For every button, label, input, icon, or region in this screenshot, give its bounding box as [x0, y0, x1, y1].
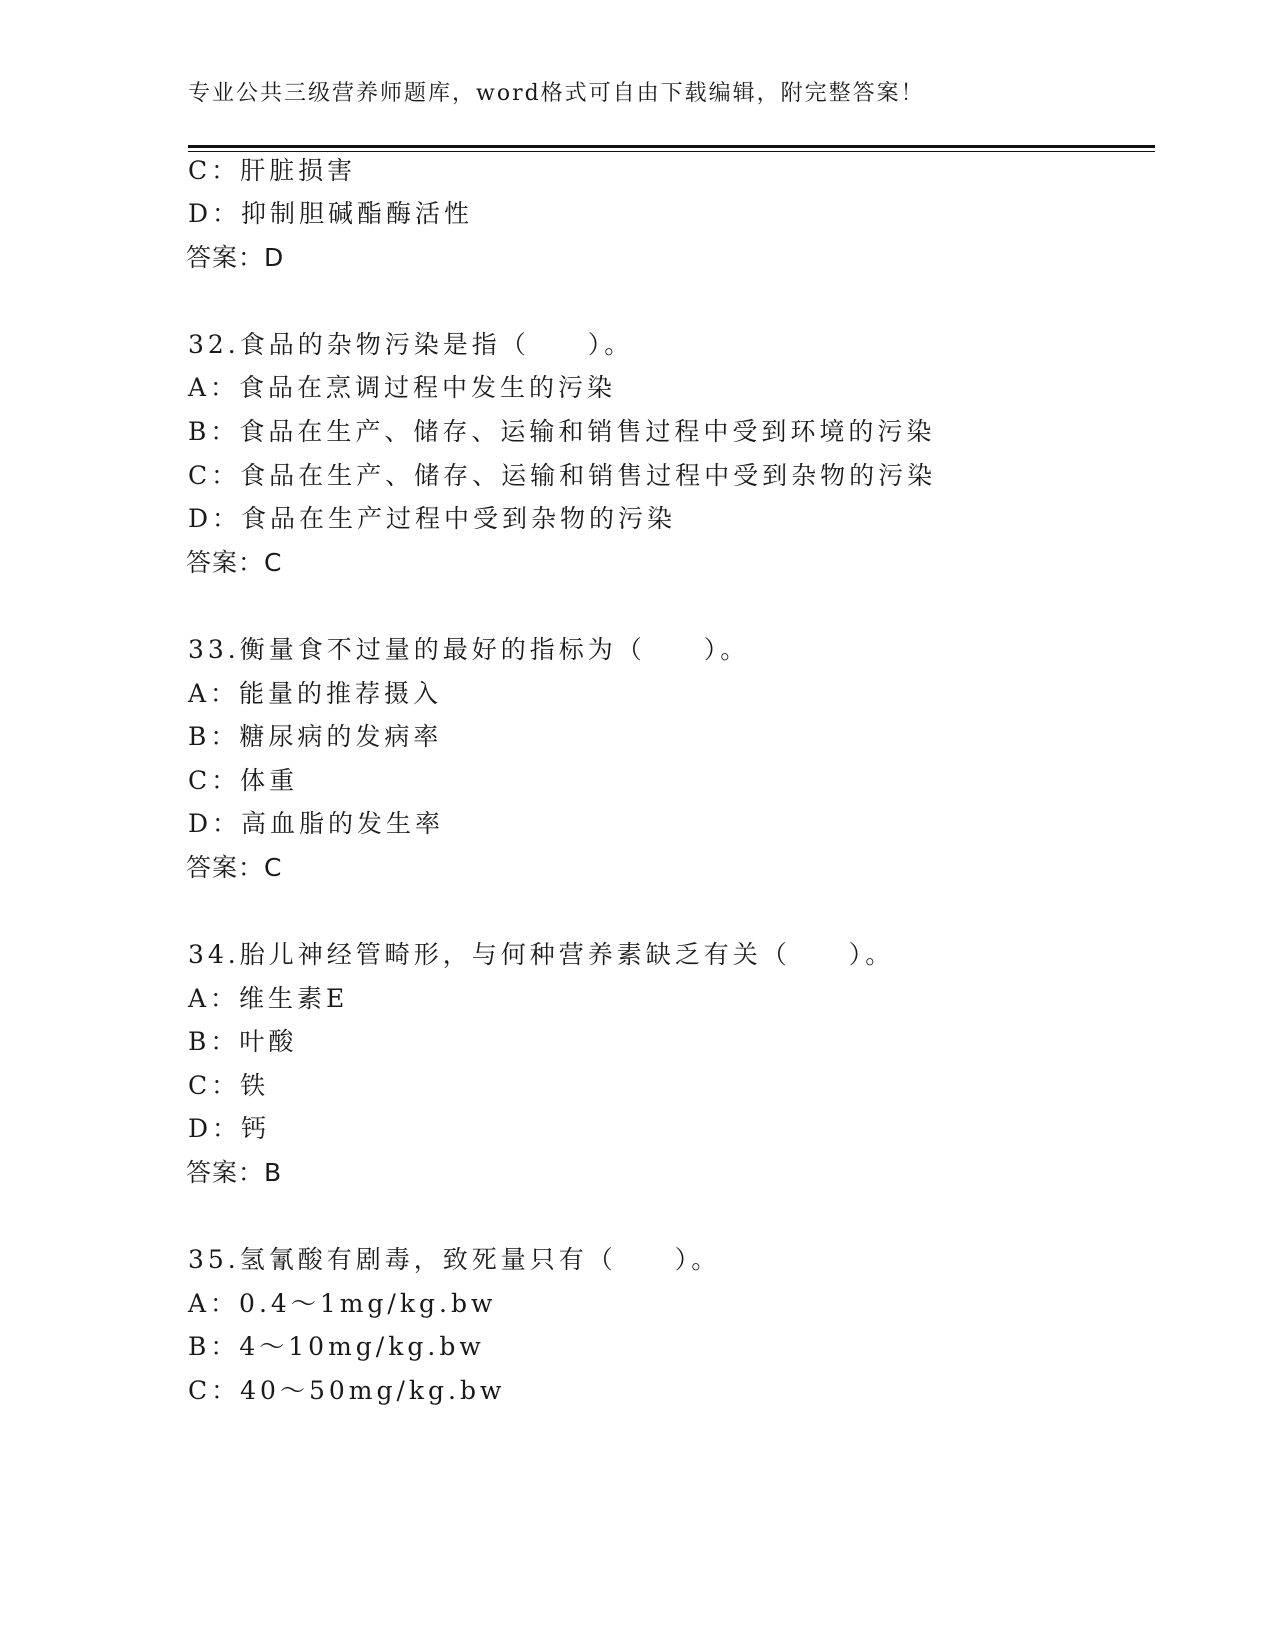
option-a: A：0.4～1mg/kg.bw [188, 1289, 497, 1318]
option-c: C：体重 [188, 766, 299, 795]
option-b: B：4～10mg/kg.bw [188, 1332, 485, 1361]
option-c: C：40～50mg/kg.bw [188, 1376, 506, 1405]
option-c: C：食品在生产、储存、运输和销售过程中受到杂物的污染 [188, 461, 937, 490]
question-stem: 35.氢氰酸有剧毒，致死量只有（ ）。 [188, 1245, 721, 1274]
answer-line: 答案：C [186, 853, 283, 882]
header-rule-thin [188, 151, 1155, 152]
option-a: A：维生素E [188, 984, 349, 1013]
option-c: C：肝脏损害 [188, 156, 357, 185]
answer-line: 答案：D [186, 243, 285, 272]
option-b: B：叶酸 [188, 1027, 298, 1056]
option-c: C：铁 [188, 1071, 270, 1100]
question-stem: 32.食品的杂物污染是指（ ）。 [188, 330, 634, 359]
option-a: A：食品在烹调过程中发生的污染 [188, 373, 617, 402]
option-b: B：食品在生产、储存、运输和销售过程中受到环境的污染 [188, 417, 936, 446]
question-stem: 33.衡量食不过量的最好的指标为（ ）。 [188, 635, 750, 664]
option-d: D：钙 [188, 1114, 271, 1143]
answer-line: 答案：C [186, 548, 283, 577]
option-d: D：食品在生产过程中受到杂物的污染 [188, 504, 677, 533]
option-b: B：糖尿病的发病率 [188, 722, 443, 751]
page-header: 专业公共三级营养师题库，word格式可自由下载编辑，附完整答案！ [188, 81, 925, 106]
option-d: D：高血脂的发生率 [188, 809, 445, 838]
header-rule-thick [188, 145, 1155, 148]
question-stem: 34.胎儿神经管畸形，与何种营养素缺乏有关（ ）。 [188, 940, 895, 969]
answer-line: 答案：B [186, 1158, 283, 1187]
option-a: A：能量的推荐摄入 [188, 679, 443, 708]
option-d: D：抑制胆碱酯酶活性 [188, 199, 474, 228]
